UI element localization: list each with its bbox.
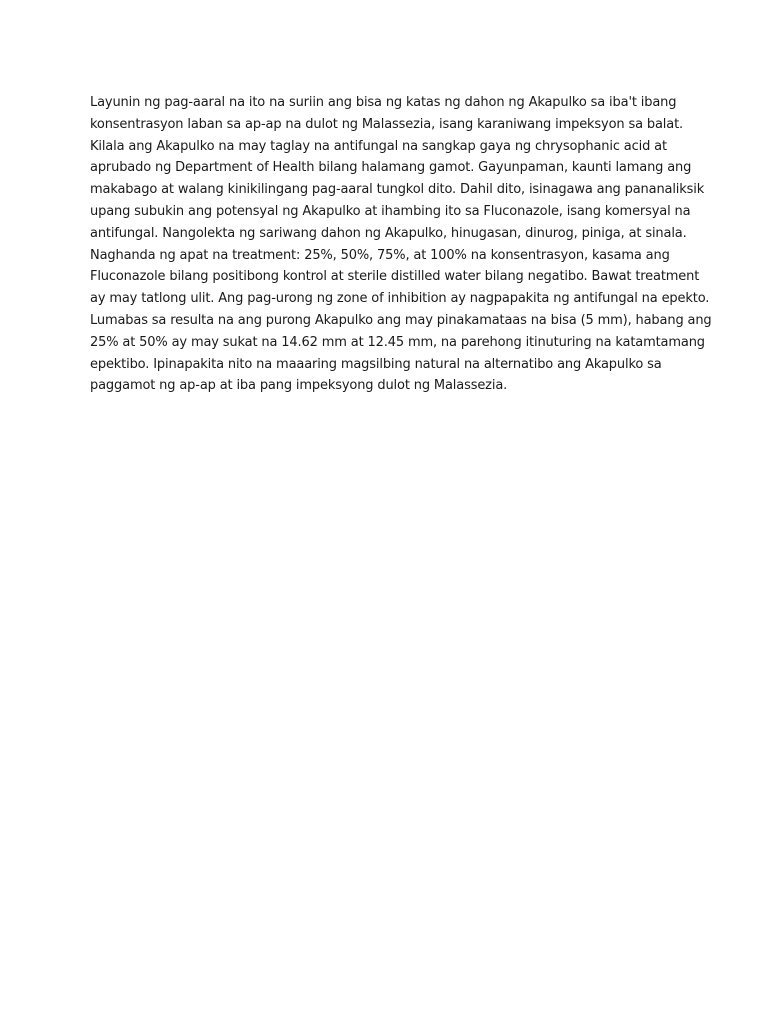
text-line: ay may tatlong ulit. Ang pag-urong ng zone of inhibition ay nagpapakita ng antifungal na epekto. <box>90 291 710 307</box>
text-line: 25% at 50% ay may sukat na 14.62 mm at 12.45 mm, na parehong itinuturing na katamtamang <box>90 334 705 350</box>
text-line: Lumabas sa resulta na ang purong Akapulko ang may pinakamataas na bisa (5 mm), habang ang <box>90 312 712 328</box>
abstract-paragraph <box>90 92 712 397</box>
text-line: konsentrasyon laban sa ap-ap na dulot ng Malassezia, isang karaniwang impeksyon sa balat. <box>90 116 684 132</box>
text-line: Naghanda ng apat na treatment: 25%, 50%, 75%, at 100% na konsentrasyon, kasama ang <box>90 247 670 263</box>
text-line: Fluconazole bilang positibong kontrol at sterile distilled water bilang negatibo. Bawat treatment <box>90 269 700 285</box>
text-line: Layunin ng pag-aaral na ito na suriin ang bisa ng katas ng dahon ng Akapulko sa iba't ibang <box>90 95 677 110</box>
text-line: aprubado ng Department of Health bilang halamang gamot. Gayunpaman, kaunti lamang ang <box>90 160 692 176</box>
text-line: antifungal. Nangolekta ng sariwang dahon ng Akapulko, hinugasan, dinurog, piniga, at sinala. <box>90 225 687 241</box>
text-line: epektibo. Ipinapakita nito na maaaring magsilbing natural na alternatibo ang Akapulko sa <box>90 356 662 372</box>
text-line: upang subukin ang potensyal ng Akapulko at ihambing ito sa Fluconazole, isang komersyal na <box>90 203 691 219</box>
text-line: makabago at walang kinikilingang pag-aaral tungkol dito. Dahil dito, isinagawa ang pananaliksik <box>90 182 705 198</box>
text-line: paggamot ng ap-ap at iba pang impeksyong dulot ng Malassezia. <box>90 378 508 394</box>
text-line: Kilala ang Akapulko na may taglay na antifungal na sangkap gaya ng chrysophanic acid at <box>90 138 667 154</box>
